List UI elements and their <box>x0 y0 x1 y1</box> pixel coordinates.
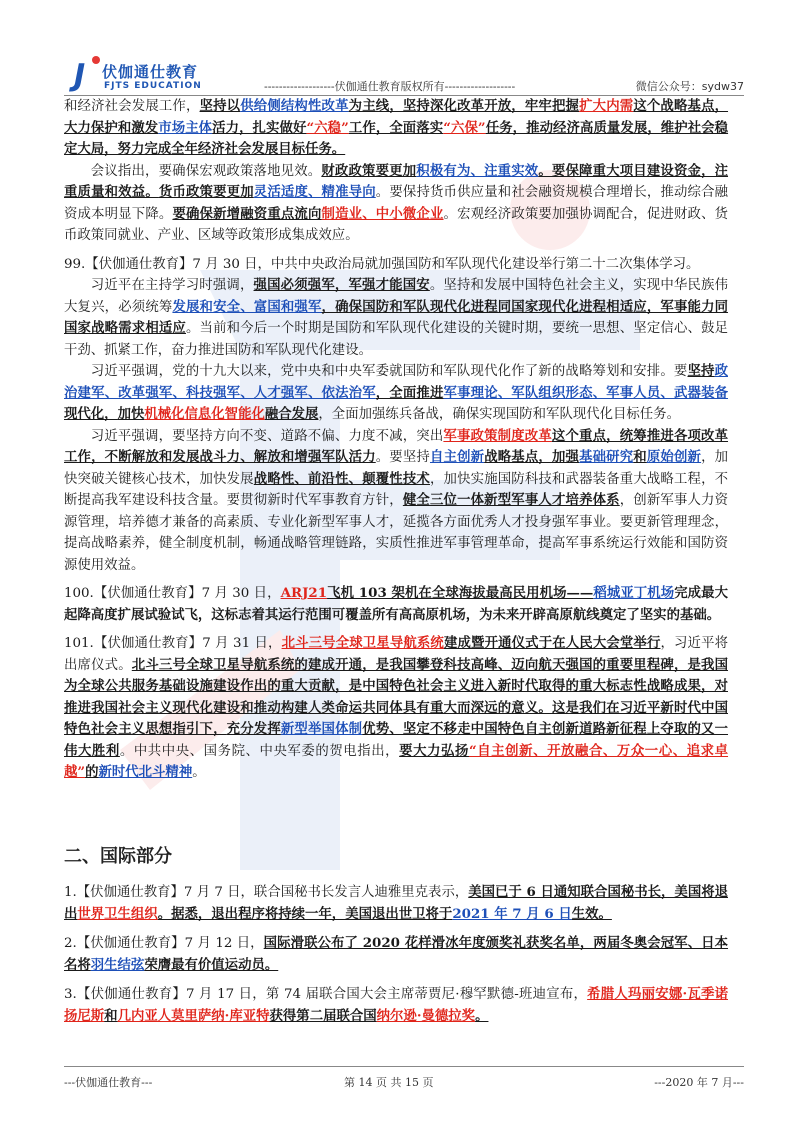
section-title-international: 二、国际部分 <box>64 846 172 867</box>
item-99-heading: 99.【伏伽通仕教育】7 月 30 日，中共中央政治局就加强国防和军队现代化建设举行第二十二次集体学习。 <box>64 256 700 272</box>
item-99-para-3: 习近平强调，要坚持方向不变、道路不偏、力度不减，突出军事政策制度改革这个重点，统筹推进各项改革工作，不断解放和发展战斗力、解放和增强军队活力。要坚持自主创新战略基点，加强基础研究和原始创新，加快突破关键核心技术，加快发展战略性、前沿性、颠覆性技术，加快实施国防科技和武器装备重大战略工程，不断提高我军建设科技含量。要贯彻新时代军事教育方针，健全三位一体新型军事人才培养体系，创新军事人力资源管理，培养德才兼备的高素质、专业化新型军事人才，延揽各方面优秀人才投身强军事业。要更新管理理念，提高战略素养，健全制度机制，畅通战略管理链路，实质性推进军事管理革命，提高军事系统运行效能和国防资源使用效益。 <box>64 427 729 573</box>
item-99-para-1: 习近平在主持学习时强调，强国必须强军，军强才能国安。坚持和发展中国特色社会主义，实现中华民族伟大复兴，必须统筹发展和安全、富国和强军，确保国防和军队现代化进程同国家现代化进程相适应，军事能力同国家战略需求相适应。当前和今后一个时期是国防和军队现代化建设的关键时期，要统一思想、坚定信心、鼓足干劲、抓紧工作，奋力推进国防和军队现代化建设。 <box>64 277 729 358</box>
paragraph-economy: 和经济社会发展工作，坚持以供给侧结构性改革为主线，坚持深化改革开放，牢牢把握扩大内需这个战略基点，大力保护和激发市场主体活力，扎实做好“六稳”工作，全面落实“六保”任务，推动经济高质量发展，维护社会稳定大局，努力完成全年经济社会发展目标任务。 <box>64 98 729 157</box>
intl-item-1: 1.【伏伽通仕教育】7 月 7 日，联合国秘书长发言人迪雅里克表示，美国已于 6 日通知联合国秘书长，美国将退出世界卫生组织。据悉，退出程序将持续一年，美国退出世卫将于2021 年 7 月 6 日生效。 <box>64 884 728 922</box>
page-footer <box>64 1074 744 1094</box>
intl-item-2: 2.【伏伽通仕教育】7 月 12 日，国际滑联公布了 2020 花样滑冰年度颁奖礼获奖名单，两届冬奥会冠军、日本名将羽生结弦荣膺最有价值运动员。 <box>64 935 729 973</box>
brand-name-cn: 伏伽通仕教育 <box>102 63 199 81</box>
international-list <box>64 882 728 1035</box>
item-100: 100.【伏伽通仕教育】7 月 30 日，ARJ21飞机 103 架机在全球海拔最高民用机场——稻城亚丁机场完成最大起降高度扩展试验试飞，这标志着其运行范围可覆盖所有高高原机场，为未来开辟高原航线奠定了坚实的基础。 <box>64 585 728 623</box>
page-number: 第 14 页 共 15 页 <box>344 1076 434 1089</box>
main-content <box>64 96 728 784</box>
brand-logo-icon: J <box>74 58 104 94</box>
brand-name-en: FJTS EDUCATION <box>104 81 202 91</box>
wechat-account: 微信公众号：sydw37 <box>635 80 744 93</box>
item-101: 101.【伏伽通仕教育】7 月 31 日，北斗三号全球卫星导航系统建成暨开通仪式于在人民大会堂举行，习近平将出席仪式。北斗三号全球卫星导航系统的建成开通，是我国攀登科技高峰、迈向航天强国的重要里程碑，是我国为全球公共服务基础设施建设作出的重大贡献，是中国特色社会主义进入新时代取得的重大标志性战略成果，对推进我国社会主义现代化建设和推动构建人类命运共同体具有重大而深远的意义。这是我们在习近平新时代中国特色社会主义思想指引下，充分发挥新型举国体制优势、坚定不移走中国特色自主创新道路新征程上夺取的又一伟大胜利。中共中央、国务院、中央军委的贺电指出，要大力弘扬“自主创新、开放融合、万众一心、追求卓越”的新时代北斗精神。 <box>64 635 729 780</box>
page-header <box>64 52 744 96</box>
copyright-notice: -------------------伏伽通仕教育版权所有------------------- <box>264 80 516 93</box>
footer-date: ---2020 年 7 月--- <box>654 1076 744 1089</box>
intl-item-3: 3.【伏伽通仕教育】7 月 17 日，第 74 届联合国大会主席蒂贾尼·穆罕默德-班迪宣布，希腊人玛丽安娜·瓦季诺扬尼斯和几内亚人莫里萨纳·库亚特获得第二届联合国纳尔逊·曼德拉奖。 <box>64 986 728 1024</box>
footer-divider <box>64 1066 744 1067</box>
footer-brand: ---伏伽通仕教育--- <box>64 1076 153 1089</box>
paragraph-macro-policy: 会议指出，要确保宏观政策落地见效。财政政策要更加积极有为、注重实效。要保障重大项目建设资金，注重质量和效益。货币政策要更加灵活适度、精准导向。要保持货币供应量和社会融资规模合理增长，推动综合融资成本明显下降。要确保新增融资重点流向制造业、中小微企业。宏观经济政策要加强协调配合，促进财政、货币政策同就业、产业、区域等政策形成集成效应。 <box>64 162 729 243</box>
item-99-para-2: 习近平强调，党的十九大以来，党中央和中央军委就国防和军队现代化作了新的战略筹划和安排。要坚持政治建军、改革强军、科技强军、人才强军、依法治军，全面推进军事理论、军队组织形态、军事人员、武器装备现代化，加快机械化信息化智能化融合发展，全面加强练兵备战，确保实现国防和军队现代化目标任务。 <box>64 363 729 422</box>
